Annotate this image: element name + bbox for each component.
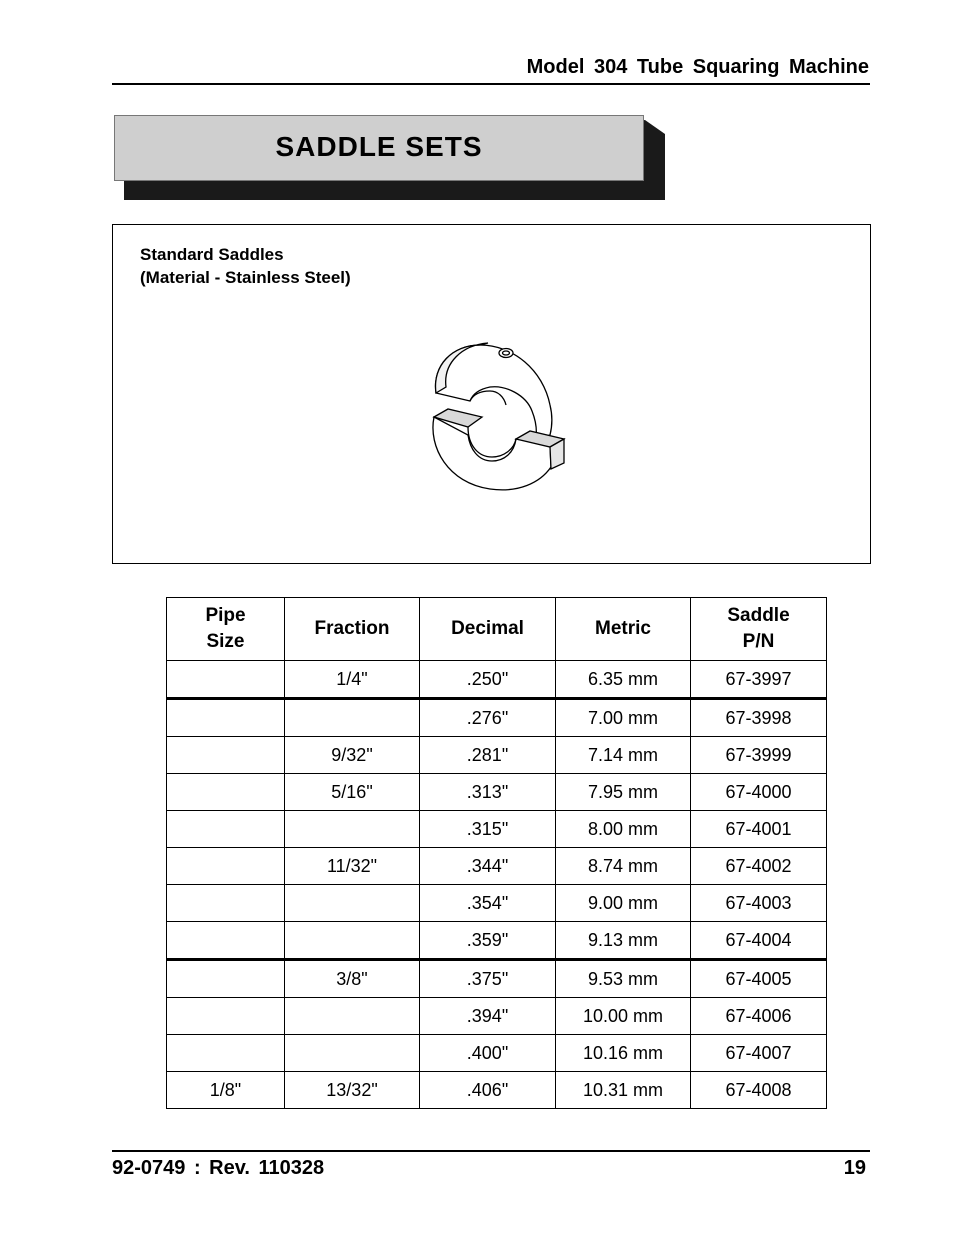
cell-fraction [285, 699, 420, 737]
cell-metric: 7.14 mm [556, 737, 691, 774]
cell-pn: 67-4008 [691, 1072, 827, 1109]
cell-fraction: 9/32" [285, 737, 420, 774]
cell-metric: 8.74 mm [556, 848, 691, 885]
figure-box [112, 224, 871, 564]
cell-metric: 9.00 mm [556, 885, 691, 922]
cell-metric: 10.00 mm [556, 998, 691, 1035]
cell-decimal: .375" [420, 960, 556, 998]
cell-fraction [285, 885, 420, 922]
cell-pipe-size [167, 737, 285, 774]
table-row [167, 998, 827, 1035]
cell-metric: 6.35 mm [556, 661, 691, 699]
cell-decimal: .359" [420, 922, 556, 960]
cell-metric: 8.00 mm [556, 811, 691, 848]
footer-page-number: 19 [843, 1157, 866, 1179]
cell-metric: 10.16 mm [556, 1035, 691, 1072]
page-header-title: Model 304 Tube Squaring Machine [526, 56, 869, 78]
lower-saddle-outer [433, 417, 551, 490]
cell-pipe-size [167, 885, 285, 922]
cell-decimal: .394" [420, 998, 556, 1035]
header-decimal: Decimal [420, 598, 556, 661]
cell-pipe-size [167, 998, 285, 1035]
cell-fraction [285, 1035, 420, 1072]
cell-fraction: 1/4" [285, 661, 420, 699]
table-row [167, 1072, 827, 1109]
header-saddle-pn: Saddle P/N [691, 598, 827, 661]
figure-caption [140, 243, 351, 289]
footer-doc-revision: 92-0749 : Rev. 110328 [112, 1157, 325, 1179]
header-fraction: Fraction [285, 598, 420, 661]
cell-decimal: .354" [420, 885, 556, 922]
cell-pn: 67-4003 [691, 885, 827, 922]
cell-decimal: .276" [420, 699, 556, 737]
cell-pn: 67-4002 [691, 848, 827, 885]
cell-pn: 67-4006 [691, 998, 827, 1035]
table-row [167, 1035, 827, 1072]
table-row [167, 661, 827, 699]
header-rule [112, 83, 870, 85]
cell-decimal: .406" [420, 1072, 556, 1109]
cell-pn: 67-3999 [691, 737, 827, 774]
cell-pn: 67-4001 [691, 811, 827, 848]
cell-decimal: .400" [420, 1035, 556, 1072]
cell-pipe-size [167, 960, 285, 998]
cell-fraction: 5/16" [285, 774, 420, 811]
cell-metric: 9.13 mm [556, 922, 691, 960]
cell-pn: 67-4000 [691, 774, 827, 811]
figure-caption-line1: Standard Saddles [140, 245, 284, 264]
table-row [167, 922, 827, 960]
cell-decimal: .313" [420, 774, 556, 811]
cell-pipe-size [167, 1035, 285, 1072]
cell-metric: 9.53 mm [556, 960, 691, 998]
cell-metric: 7.95 mm [556, 774, 691, 811]
cell-pipe-size [167, 774, 285, 811]
figure-caption-line2: (Material - Stainless Steel) [140, 268, 351, 287]
cell-pn: 67-3998 [691, 699, 827, 737]
cell-pipe-size [167, 922, 285, 960]
saddle-illustration [418, 335, 568, 505]
header-metric: Metric [556, 598, 691, 661]
section-title: SADDLE SETS [275, 131, 483, 162]
table-header-row [167, 598, 827, 661]
table-row [167, 699, 827, 737]
cell-decimal: .281" [420, 737, 556, 774]
header-pipe-size: Pipe Size [167, 598, 285, 661]
cell-fraction [285, 922, 420, 960]
cell-fraction [285, 811, 420, 848]
cell-decimal: .250" [420, 661, 556, 699]
cell-pn: 67-4005 [691, 960, 827, 998]
cell-fraction: 3/8" [285, 960, 420, 998]
table-row [167, 885, 827, 922]
table-row [167, 960, 827, 998]
cell-fraction [285, 998, 420, 1035]
cell-pipe-size [167, 848, 285, 885]
cell-pn: 67-3997 [691, 661, 827, 699]
cell-pipe-size: 1/8" [167, 1072, 285, 1109]
cell-pipe-size [167, 699, 285, 737]
cell-decimal: .344" [420, 848, 556, 885]
cell-pn: 67-4004 [691, 922, 827, 960]
section-banner [114, 115, 644, 181]
footer-rule [112, 1150, 870, 1152]
cell-pn: 67-4007 [691, 1035, 827, 1072]
cell-pipe-size [167, 811, 285, 848]
cell-decimal: .315" [420, 811, 556, 848]
saddle-sets-table [166, 597, 827, 1109]
table-row [167, 774, 827, 811]
cell-metric: 10.31 mm [556, 1072, 691, 1109]
table-row [167, 848, 827, 885]
cell-metric: 7.00 mm [556, 699, 691, 737]
cell-fraction: 13/32" [285, 1072, 420, 1109]
cell-pipe-size [167, 661, 285, 699]
table-row [167, 811, 827, 848]
cell-fraction: 11/32" [285, 848, 420, 885]
table-row [167, 737, 827, 774]
